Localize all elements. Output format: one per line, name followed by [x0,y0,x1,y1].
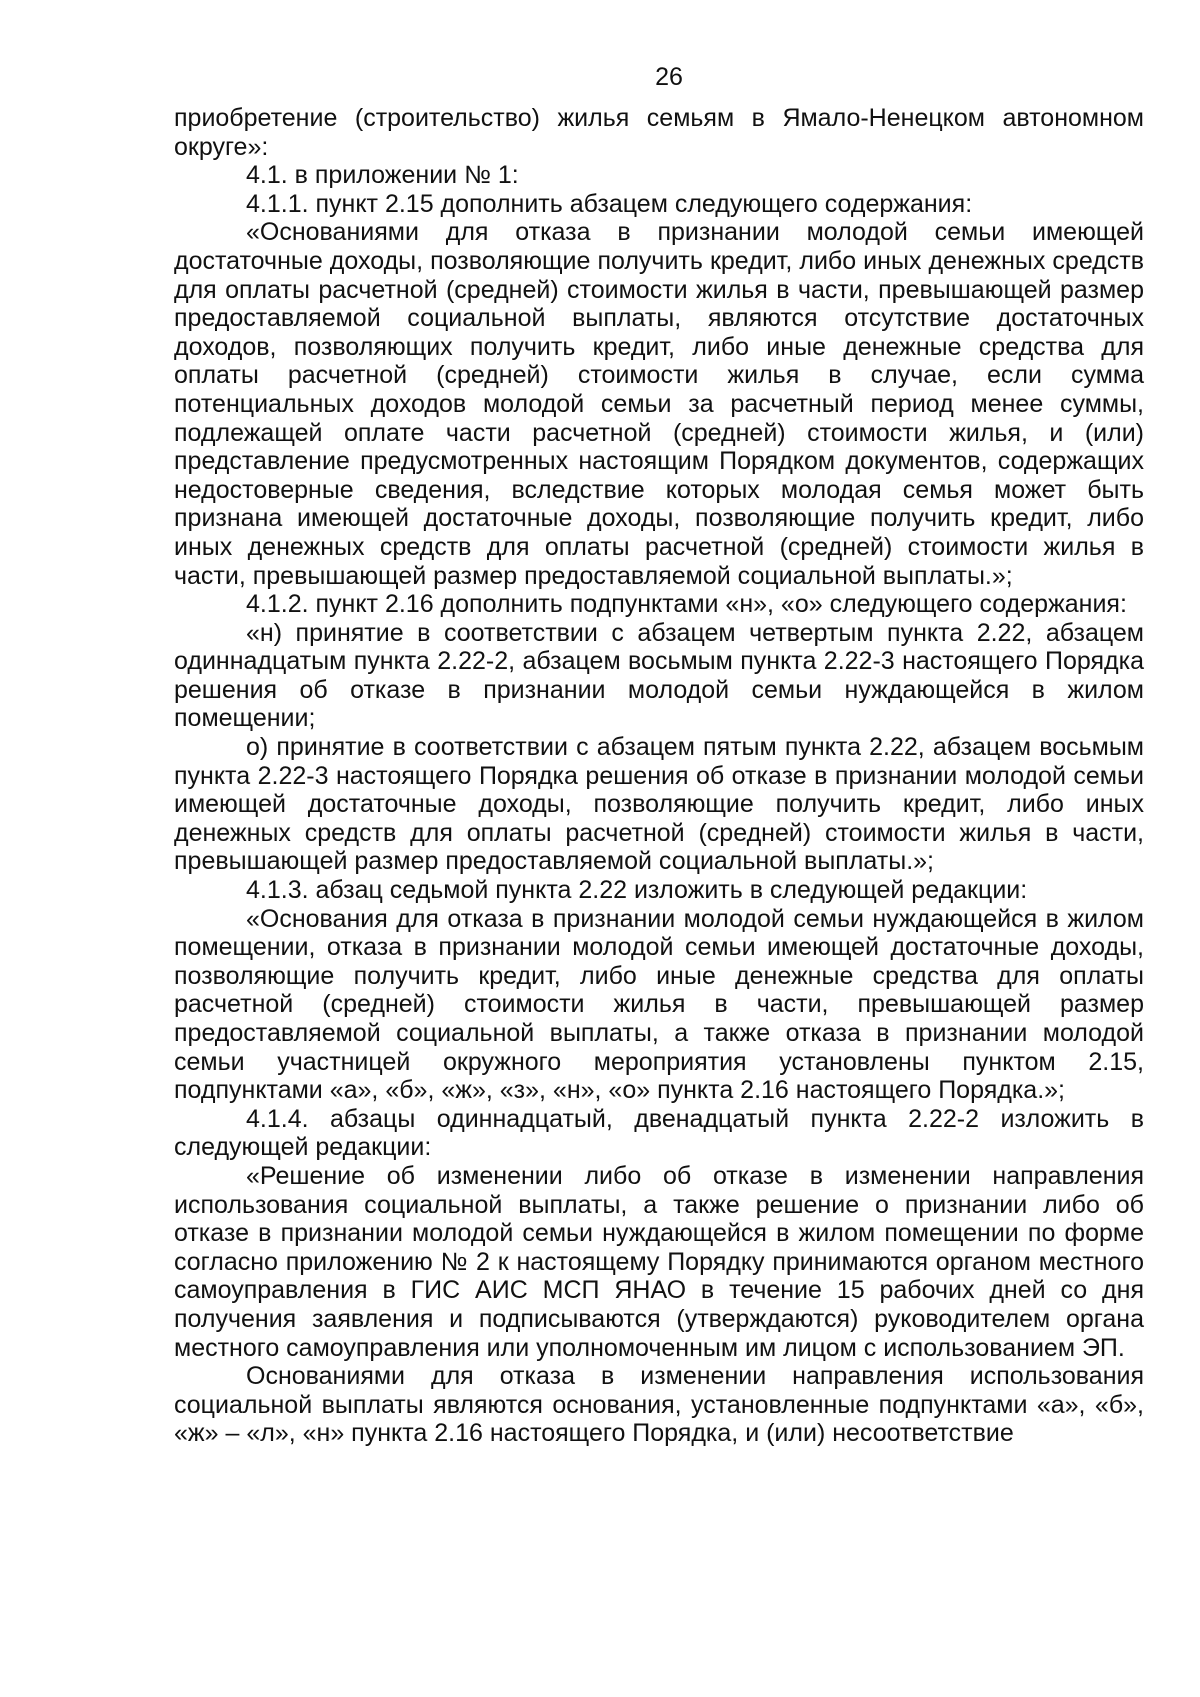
paragraph: 4.1.4. абзацы одиннадцатый, двенадцатый пункта 2.22-2 изложить в следующей редакции: [174,1104,1144,1162]
paragraph: 4.1.3. абзац седьмой пункта 2.22 изложить в следующей редакции: [246,876,1028,905]
paragraph: «Решение об изменении либо об отказе в изменении направления использования социальной выплаты, а также решение о признании либо об отказе в признании молодой семьи нуждающейся в жилом помещении по форме согласно приложению № 2 к настоящему Порядку принимаются органом местного самоуправления в ГИС АИС МСП ЯНАО в течение 15 рабочих дней со дня получения заявления и подписываются (утверждаются) руководителем органа местного самоуправления или уполномоченным им лицом с использованием ЭП. [174,1161,1144,1362]
paragraph: 4.1.1. пункт 2.15 дополнить абзацем следующего содержания: [246,189,973,218]
document-page [174,62,1144,1448]
paragraph: «Основания для отказа в признании молодой семьи нуждающейся в жилом помещении, отказа в признании молодой семьи имеющей достаточные доходы, позволяющие получить кредит, либо иные денежные средства для оплаты расчетной (средней) стоимости жилья в части, превышающей размер предоставляемой социальной выплаты, а также отказа в признании молодой семьи участницей окружного мероприятия установлены пунктом 2.15, подпунктами «а», «б», «ж», «з», «н», «о» пункта 2.16 настоящего Порядка.»; [174,904,1144,1105]
paragraph: о) принятие в соответствии с абзацем пятым пункта 2.22, абзацем восьмым пункта 2.22-3 настоящего Порядка решения об отказе в признании молодой семьи имеющей достаточные доходы, позволяющие получить кредит, либо иных денежных средств для оплаты расчетной (средней) стоимости жилья в части, превышающей размер предоставляемой социальной выплаты.»; [174,733,1144,876]
paragraph: 4.1. в приложении № 1: [246,161,519,190]
paragraph: «н) принятие в соответствии с абзацем четвертым пункта 2.22, абзацем одиннадцатым пункта 2.22-2, абзацем восьмым пункта 2.22-3 настоящего Порядка решения об отказе в признании молодой семьи нуждающейся в жилом помещении; [174,618,1144,733]
page-number: 26 [655,63,683,91]
paragraph: 4.1.2. пункт 2.16 дополнить подпунктами «н», «о» следующего содержания: [246,590,1127,619]
paragraph: «Основаниями для отказа в признании молодой семьи имеющей достаточные доходы, позволяющие получить кредит, либо иных денежных средств для оплаты расчетной (средней) стоимости жилья в части, превышающей размер предоставляемой социальной выплаты, являются отсутствие достаточных доходов, позволяющих получить кредит, либо иные денежные средства для оплаты расчетной (средней) стоимости жилья в случае, если сумма потенциальных доходов молодой семьи за расчетный период менее суммы, подлежащей оплате части расчетной (средней) стоимости жилья, и (или) представление предусмотренных настоящим Порядком документов, содержащих недостоверные сведения, вследствие которых молодая семья может быть признана имеющей достаточные доходы, позволяющие получить кредит, либо иных денежных средств для оплаты расчетной (средней) стоимости жилья в части, превышающей размер предоставляемой социальной выплаты.»; [174,218,1144,590]
paragraph: Основаниями для отказа в изменении направления использования социальной выплаты являются основания, установленные подпунктами «а», «б», «ж» – «л», «н» пункта 2.16 настоящего Порядка, и (или) несоответствие [174,1362,1144,1448]
paragraph: приобретение (строительство) жилья семьям в Ямало-Ненецком автономном округе»: [174,104,1144,161]
document-body [174,104,1144,1448]
